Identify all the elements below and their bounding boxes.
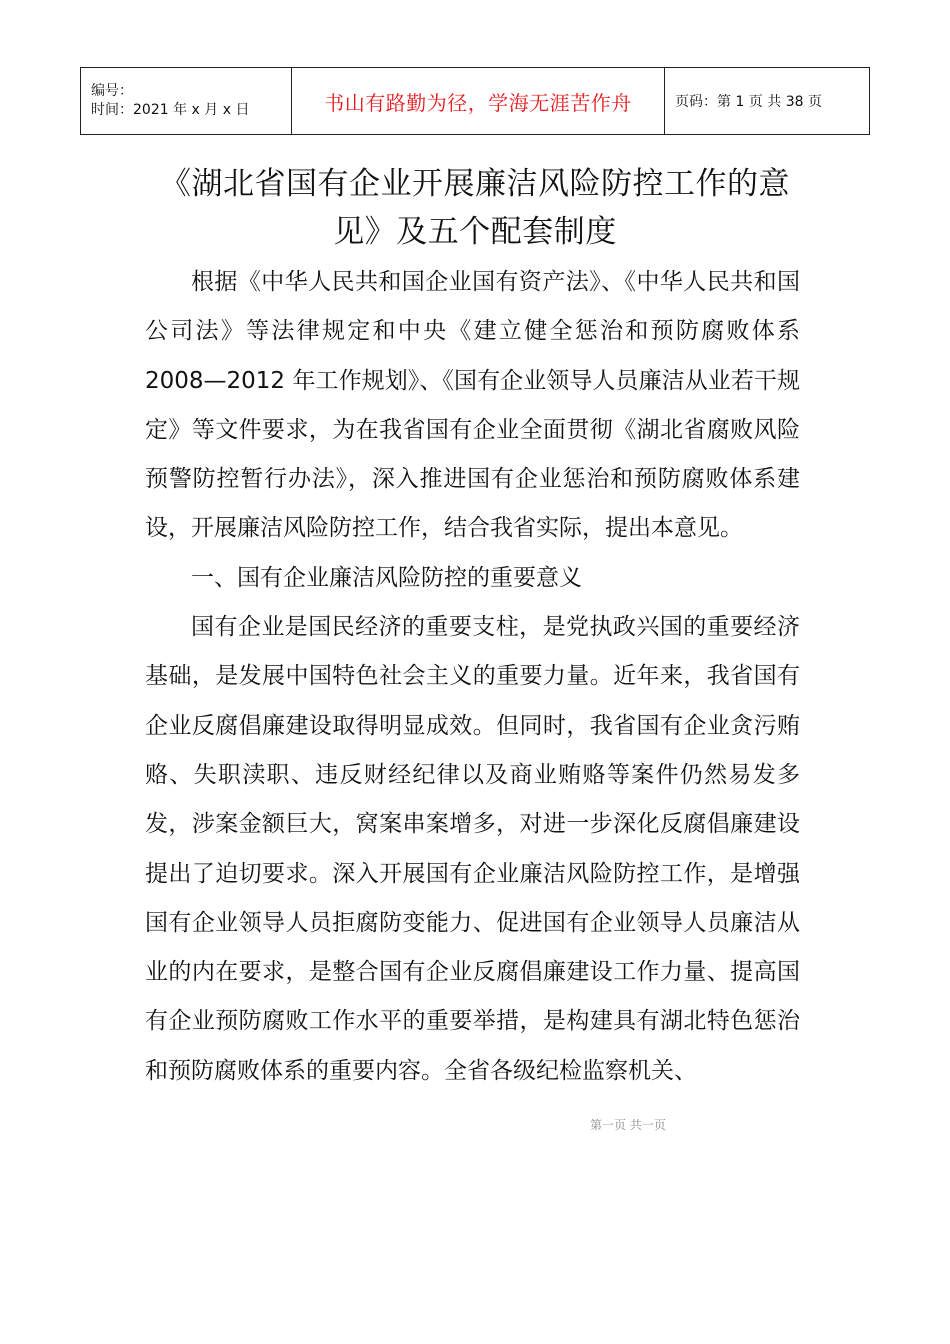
page-watermark: 第一页 共一页: [590, 1118, 666, 1132]
header-motto: 书山有路勤为径，学海无涯苦作舟: [324, 90, 632, 115]
intro-paragraph: 根据《中华人民共和国企业国有资产法》、《中华人民共和国公司法》等法律规定和中央《建立健全惩治和预防腐败体系 2008—2012 年工作规划》、《国有企业领导人员廉洁从业若干规定》等文件要求，为在我省国有企业全面贯彻《湖北省腐败风险预警防控暂行办法》，深入推进国有企业惩治和预防腐败体系建设，开展廉洁风险防控工作，结合我省实际，提出本意见。: [145, 269, 800, 542]
page-info: 页码：第 1 页 共 38 页: [675, 94, 822, 110]
document-number-label: 编号：: [91, 83, 133, 99]
header-meta-cell: [81, 68, 292, 135]
body-paragraph: 国有企业是国民经济的重要支柱，是党执政兴国的重要经济基础，是发展中国特色社会主义的重要力量。近年来，我省国有企业反腐倡廉建设取得明显成效。但同时，我省国有企业贪污贿赂、失职渎职、违反财经纪律以及商业贿赂等案件仍然易发多发，涉案金额巨大，窝案串案增多，对进一步深化反腐倡廉建设提出了迫切要求。深入开展国有企业廉洁风险防控工作，是增强国有企业领导人员拒腐防变能力、促进国有企业领导人员廉洁从业的内在要求，是整合国有企业反腐倡廉建设工作力量、提高国有企业预防腐败工作水平的重要举措，是构建具有湖北特色惩治和预防腐败体系的重要内容。全省各级纪检监察机关、: [145, 614, 800, 1084]
document-header-table: [80, 67, 870, 135]
document-body: [145, 258, 800, 1096]
header-page-cell: [665, 68, 870, 135]
document-title: 《湖北省国有企业开展廉洁风险防控工作的意见》及五个配套制度: [160, 166, 790, 250]
header-motto-cell: [292, 68, 665, 135]
document-time-label: 时间：2021 年 x 月 x 日: [91, 102, 250, 118]
section-heading: 一、国有企业廉洁风险防控的重要意义: [191, 564, 582, 591]
